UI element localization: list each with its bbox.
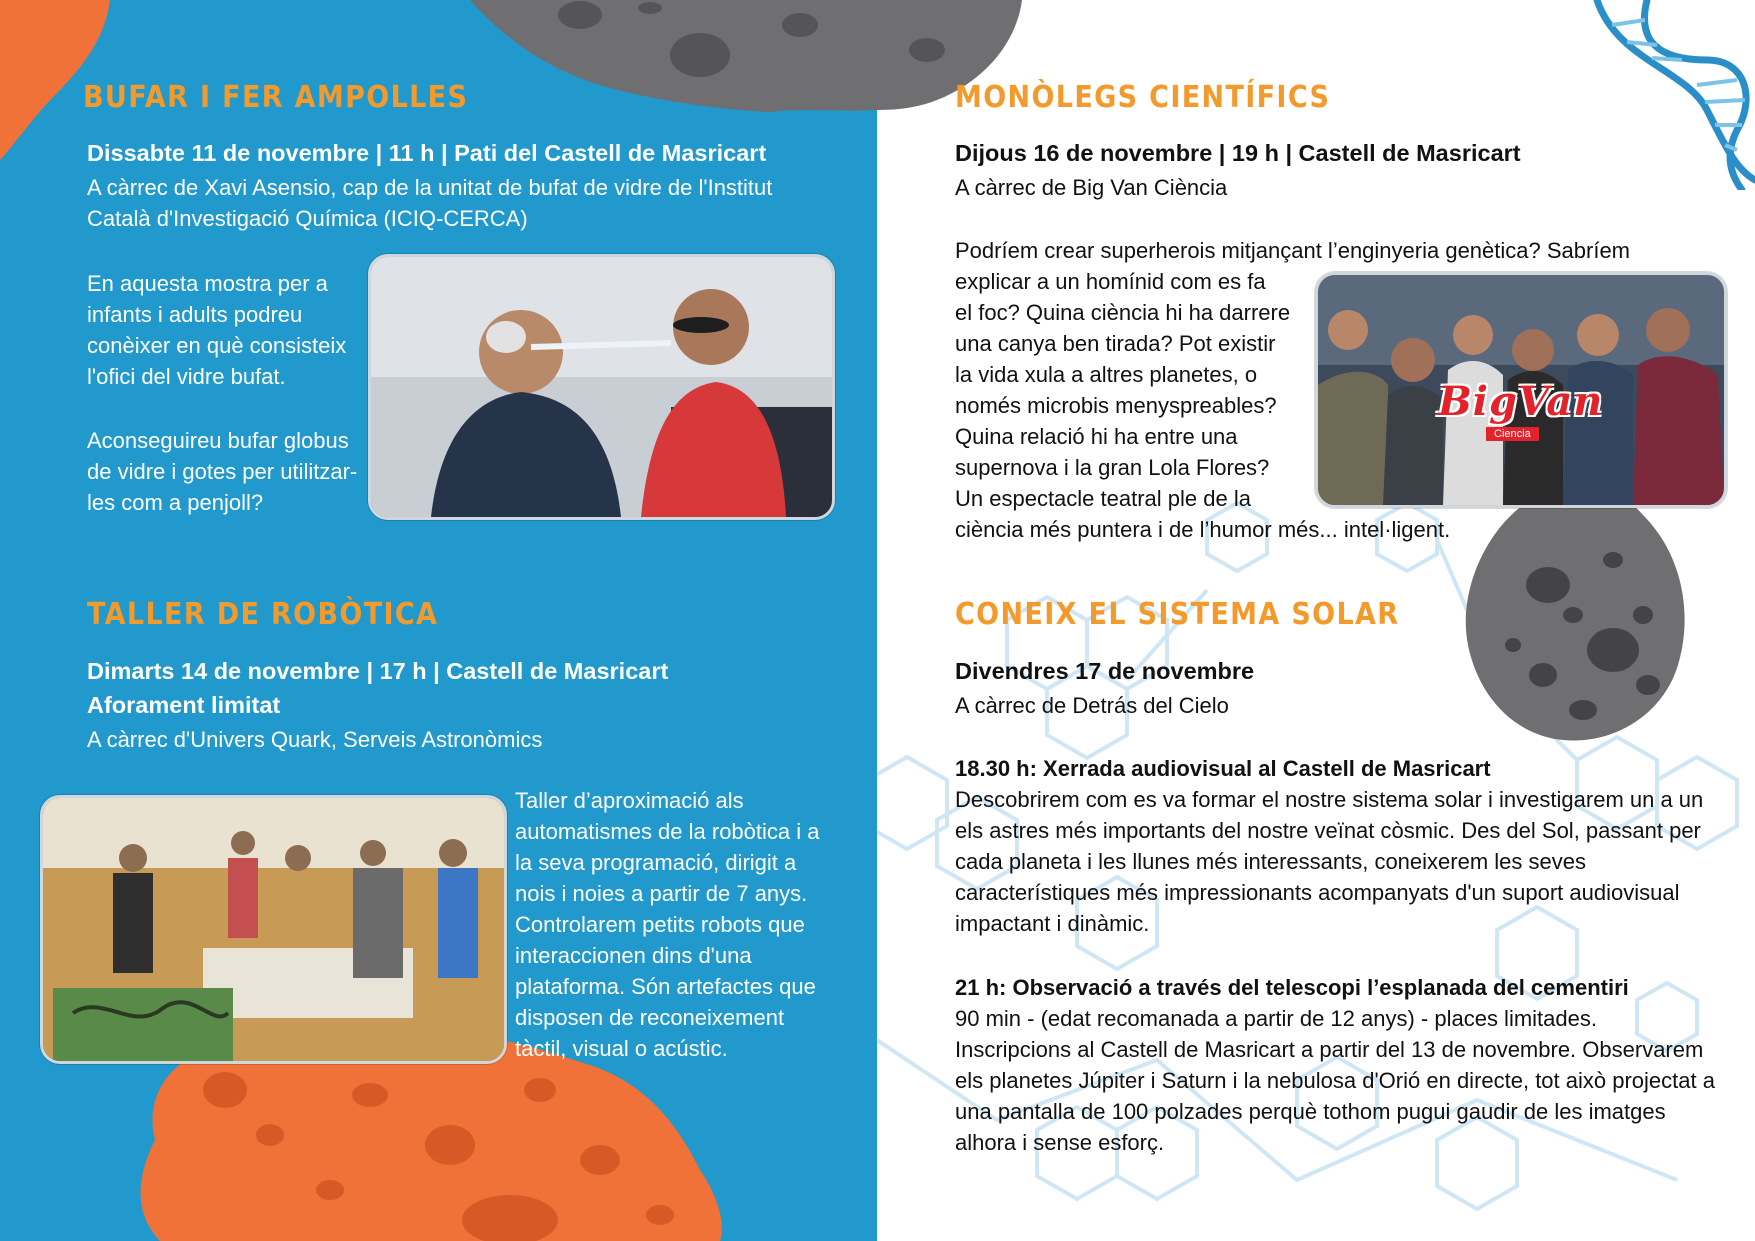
monolegs-body-line: ciència més puntera i de l’humor més... intel·ligent. <box>955 517 1451 542</box>
bufar-paragraph-2: Aconseguireu bufar globus de vidre i gotes per utilitzar-les com a penjoll? <box>87 428 358 515</box>
robotica-by: A càrrec d'Univers Quark, Serveis Astronòmics <box>87 727 543 752</box>
big-van-logo <box>1438 378 1604 442</box>
monolegs-body-line: supernova i la gran Lola Flores? <box>955 455 1270 480</box>
bufar-title: BUFAR I FER AMPOLLES <box>83 80 469 115</box>
solar-talk-body: Descobrirem com es va formar el nostre sistema solar i investigarem un a un els astres més importants del nostre veïnat còsmic. Des del Sol, passant per cada planeta i les llunes més interessants, coneixerem les seves característiques més impressionants acompanyats d'un suport audiovisual impactant i dinàmic. <box>955 787 1704 936</box>
solar-observation-title: 21 h: Observació a través del telescopi l’esplanada del cementiri <box>955 975 1629 1000</box>
monolegs-body-line: el foc? Quina ciència hi ha darrere <box>955 300 1291 325</box>
monolegs-body-line: només microbis menyspreables? <box>955 393 1277 418</box>
monolegs-when: Dijous 16 de novembre | 19 h | Castell de Masricart <box>955 140 1521 166</box>
monolegs-by: A càrrec de Big Van Ciència <box>955 175 1228 200</box>
solar-by: A càrrec de Detrás del Cielo <box>955 693 1229 718</box>
monolegs-body-line: la vida xula a altres planetes, o <box>955 362 1258 387</box>
solar-title: CONEIX EL SISTEMA SOLAR <box>955 597 1400 632</box>
big-van-logo-text: BigVan <box>1438 378 1604 425</box>
solar-talk-title: 18.30 h: Xerrada audiovisual al Castell de Masricart <box>955 756 1491 781</box>
bufar-when: Dissabte 11 de novembre | 11 h | Pati del Castell de Masricart <box>87 140 767 166</box>
big-van-photo <box>1315 272 1727 508</box>
monolegs-body-line: Podríem crear superherois mitjançant l’enginyeria genètica? Sabríem <box>955 238 1631 263</box>
monolegs-body-line: una canya ben tirada? Pot existir <box>955 331 1276 356</box>
robotica-title: TALLER DE ROBÒTICA <box>87 597 439 632</box>
gray-asteroid-top <box>470 0 877 115</box>
solar-observation-body: 90 min - (edat recomanada a partir de 12 anys) - places limitades. Inscripcions al Castell de Masricart a partir del 13 de novembre. Observarem els planetes Júpiter i Saturn i la nebulosa d'Orió en directe, tot això projectat a una pantalla de 100 polzades perquè tothom pugui gaudir de les imatges alhora i sense esforç. <box>955 1006 1715 1155</box>
bufar-by: A càrrec de Xavi Asensio, cap de la unitat de bufat de vidre de l'Institut Català d'Investigació Química (ICIQ-CERCA) <box>87 175 773 231</box>
monolegs-body-line: explicar a un homínid com es fa <box>955 269 1266 294</box>
robotics-workshop-photo <box>40 795 507 1064</box>
monolegs-body-line: Un espectacle teatral ple de la <box>955 486 1251 511</box>
big-van-logo-subtitle: Ciencia <box>1486 427 1539 441</box>
monolegs-body-line: Quina relació hi ha entre una <box>955 424 1238 449</box>
robotica-body: Taller d’aproximació als automatismes de la robòtica i a la seva programació, dirigit a nois i noies a partir de 7 anys. Controlarem petits robots que interaccionen dins d'una plataforma. Són artefactes que disposen de reconeixement tàctil, visual o acústic. <box>515 788 820 1061</box>
robotica-when: Dimarts 14 de novembre | 17 h | Castell de Masricart <box>87 658 669 684</box>
monolegs-title: MONÒLEGS CIENTÍFICS <box>955 80 1331 115</box>
left-panel <box>0 0 877 1241</box>
solar-when: Divendres 17 de novembre <box>955 658 1255 684</box>
right-panel <box>877 0 1755 1241</box>
glass-blowing-photo <box>368 254 835 520</box>
bufar-paragraph-1: En aquesta mostra per a infants i adults podreu conèixer en què consisteix l'ofici del vidre bufat. <box>87 271 347 389</box>
robotica-note: Aforament limitat <box>87 692 281 718</box>
